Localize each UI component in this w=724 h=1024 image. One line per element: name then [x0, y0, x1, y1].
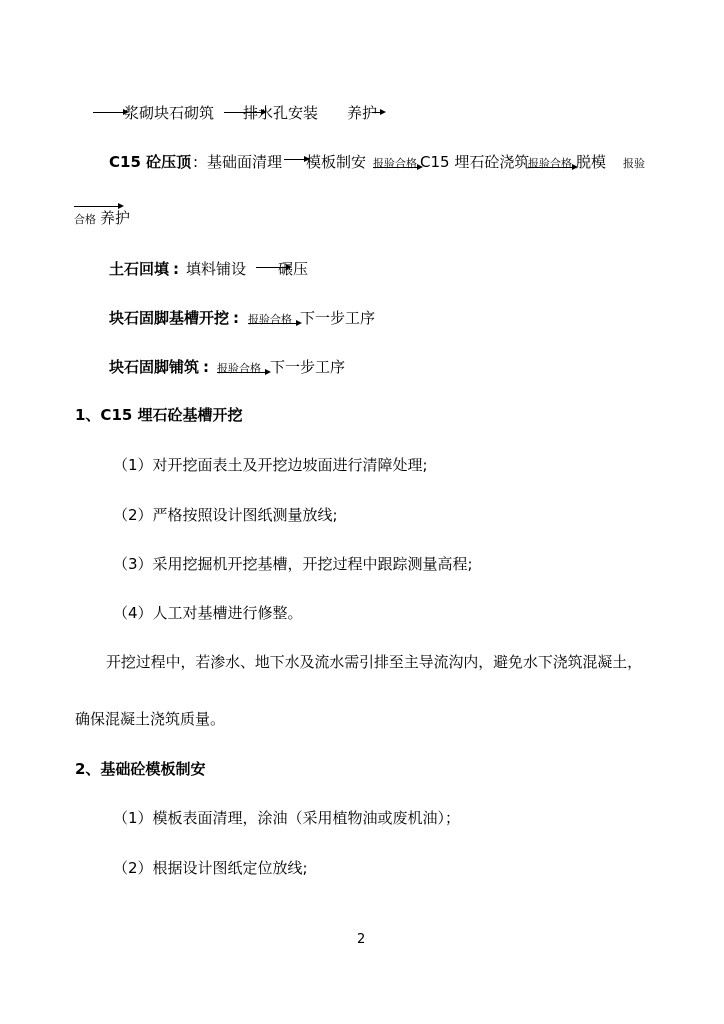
flow4-colon: : — [233, 309, 239, 327]
flow-arrow — [373, 167, 417, 168]
flow-arrow — [93, 112, 123, 113]
flow2-label: C15 砼压顶 — [109, 153, 192, 171]
flow2-check3b: 合格 — [74, 213, 96, 226]
section1-item: （2）严格按照设计图纸测量放线; — [113, 506, 338, 524]
flow-arrow — [74, 206, 118, 207]
flow2-step5: 养护 — [100, 209, 131, 227]
flow3-colon: : — [173, 260, 179, 278]
section2-heading: 2、基础砼模板制安 — [75, 760, 206, 778]
section1-paragraph-line1: 开挖过程中，若渗水、地下水及流水需引排至主导流沟内，避免水下浇筑混凝土， — [106, 653, 643, 671]
flow-arrow — [217, 372, 265, 373]
flow2-step1: 基础面清理 — [207, 153, 283, 171]
flow2-check3a: 报验 — [623, 157, 645, 170]
section2-item: （2）根据设计图纸定位放线; — [113, 859, 308, 877]
flow5-check: 报验合格 — [217, 362, 261, 375]
flow5-next: 下一步工序 — [270, 358, 346, 376]
flow-arrow — [528, 167, 572, 168]
flow1-step1: 浆砌块石砌筑 — [124, 104, 215, 122]
flow3-label: 土石回填 — [109, 260, 170, 278]
section1-item: （1）对开挖面表土及开挖边坡面进行清障处理; — [113, 456, 428, 474]
flow1-step2: 排水孔安装 — [243, 104, 319, 122]
page-number: 2 — [357, 932, 366, 947]
flow5-label: 块石固脚铺筑 — [109, 358, 200, 376]
section1-heading: 1、C15 埋石砼基槽开挖 — [75, 406, 243, 424]
flow2-step4: 脱模 — [576, 153, 607, 171]
flow1-step3: 养护 — [347, 104, 378, 122]
flow2-step2: 模板制安 — [306, 153, 367, 171]
flow2-step3: C15 埋石砼浇筑 — [420, 153, 530, 171]
flow3-step1: 填料铺设 — [186, 260, 247, 278]
flow-arrow — [284, 159, 304, 160]
section1-item: （4）人工对基槽进行修整。 — [113, 604, 303, 622]
section2-item: （1）模板表面清理，涂油（采用植物油或废机油）； — [113, 809, 461, 827]
flow4-check: 报验合格 — [248, 313, 292, 326]
flow4-next: 下一步工序 — [300, 309, 376, 327]
flow2-check2: 报验合格 — [528, 157, 572, 170]
flow2-colon: : — [193, 153, 199, 171]
flow3-step2: 碾压 — [278, 260, 309, 278]
flow-arrow — [248, 323, 296, 324]
flow4-label: 块石固脚基槽开挖 — [109, 309, 230, 327]
flow2-check1: 报验合格 — [373, 157, 417, 170]
section1-paragraph-line2: 确保混凝土浇筑质量。 — [75, 710, 226, 728]
flow5-colon: : — [203, 358, 209, 376]
section1-item: （3）采用挖掘机开挖基槽，开挖过程中跟踪测量高程; — [113, 555, 473, 573]
flow-arrow — [372, 112, 380, 113]
